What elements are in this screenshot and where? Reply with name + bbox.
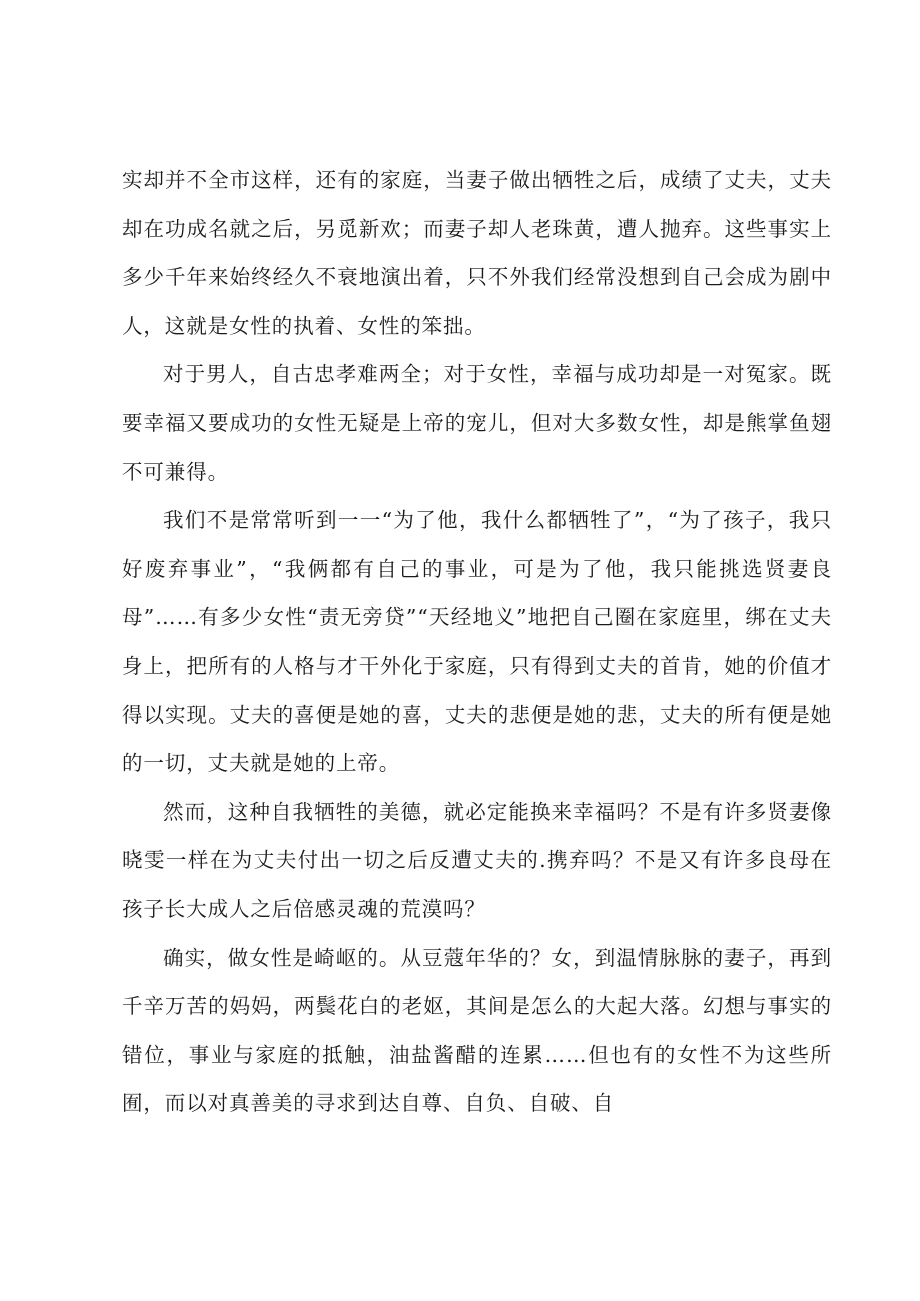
paragraph-3: 我们不是常常听到一一“为了他，我什么都牺牲了”，“为了孩子，我只好废弃事业”，“我俩都有自己的事业，可是为了他，我只能挑选贤妻良母”……有多少女性“责无旁贷”“天经地义”地把自己圈在家庭里，绑在丈夫身上，把所有的人格与才干外化于家庭，只有得到丈夫的首肯，她的价值才得以实现。丈夫的喜便是她的喜，丈夫的悲便是她的悲，丈夫的所有便是她的一切，丈夫就是她的上帝。 <box>122 508 832 776</box>
paragraph-1: 实却并不全市这样，还有的家庭，当妻子做出牺牲之后，成绩了丈夫，丈夫却在功成名就之后，另觅新欢；而妻子却人老珠黄，遭人抛弃。这些事实上多少千年来始终经久不衰地演出着，只不外我们经常没想到自己会成为剧中人，这就是女性的执着、女性的笨拙。 <box>122 168 832 338</box>
body-text <box>122 156 832 1128</box>
paragraph-2: 对于男人，自古忠孝难两全；对于女性，幸福与成功却是一对冤家。既要幸福又要成功的女性无疑是上帝的宠儿，但对大多数女性，却是熊掌鱼翅不可兼得。 <box>122 362 832 484</box>
paragraph-4: 然而，这种自我牺牲的美德，就必定能换来幸福吗？不是有许多贤妻像晓雯一样在为丈夫付出一切之后反遭丈夫的.携弃吗？不是又有许多良母在孩子长大成人之后倍感灵魂的荒漠吗？ <box>122 799 832 921</box>
paragraph-5: 确实，做女性是崎岖的。从豆蔻年华的？女，到温情脉脉的妻子，再到千辛万苦的妈妈，两鬓花白的老妪，其间是怎么的大起大落。幻想与事实的错位，事业与家庭的抵触，油盐酱醋的连累……但也有的女性不为这些所囿，而以对真善美的寻求到达自尊、自负、自破、自 <box>122 945 832 1116</box>
